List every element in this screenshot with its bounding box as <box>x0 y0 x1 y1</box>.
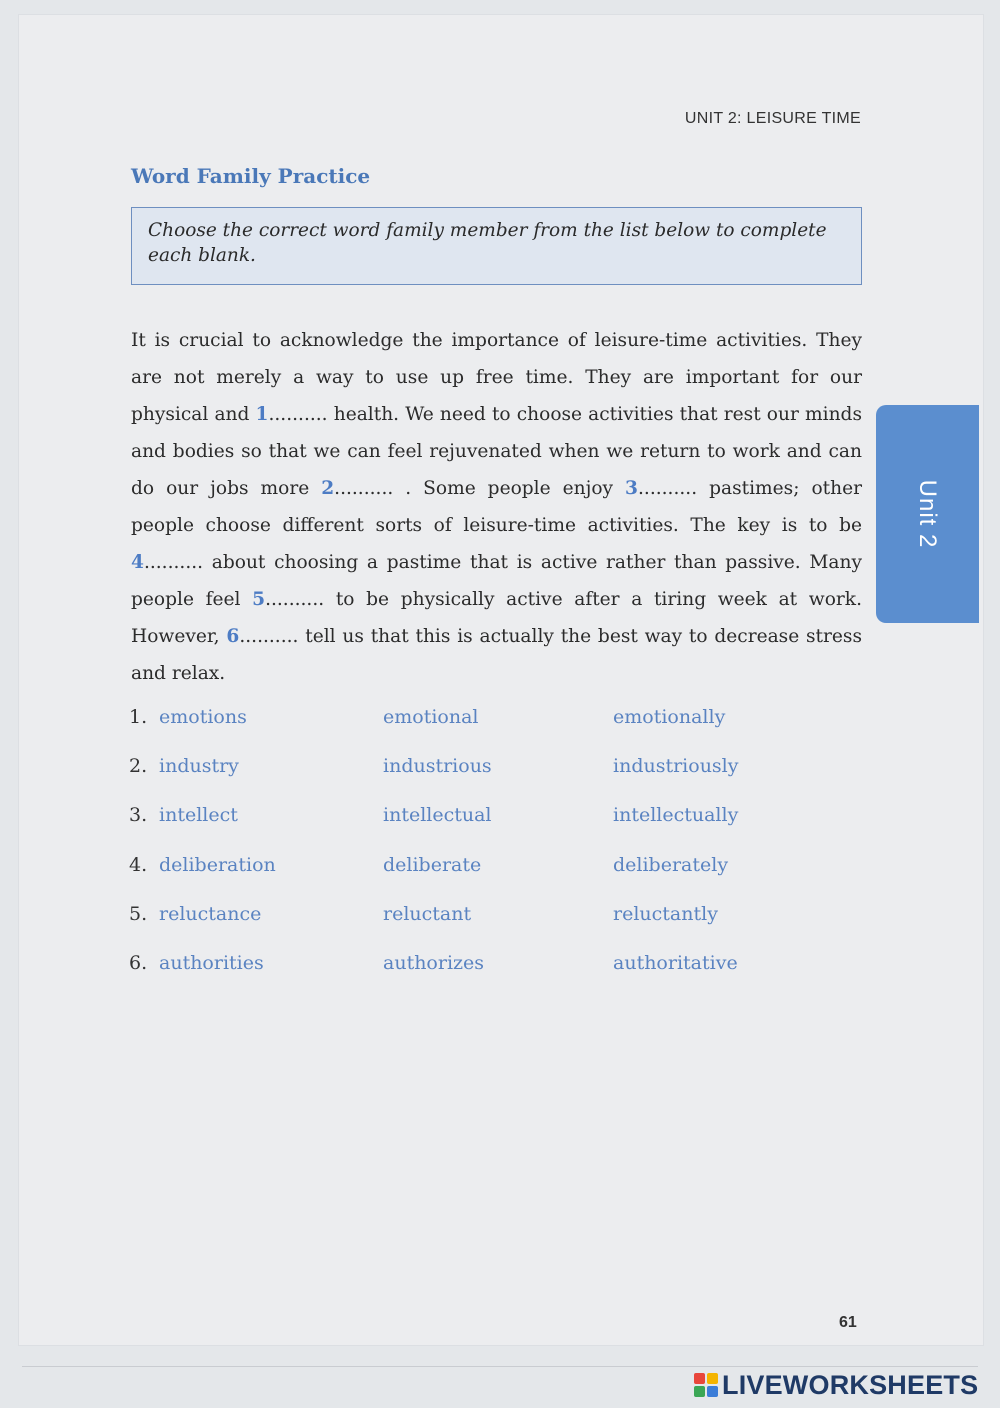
logo-square <box>694 1386 705 1397</box>
blank-number-6: 6 <box>226 626 240 647</box>
instruction-box <box>131 207 862 285</box>
option-row-3 <box>129 804 769 853</box>
blank-5[interactable]: .......... <box>265 589 325 610</box>
passage-text: pastimes; other people choose different sorts of leisure-time activities. The key is to be <box>131 478 862 536</box>
option-word[interactable]: industry <box>159 755 239 778</box>
option-word[interactable]: deliberately <box>613 853 729 876</box>
option-row-6 <box>129 952 769 1001</box>
option-word[interactable]: reluctance <box>159 902 262 925</box>
blank-4[interactable]: .......... <box>143 552 204 573</box>
blank-6[interactable]: .......... <box>239 626 299 647</box>
side-tab-label: Unit 2 <box>914 479 941 549</box>
passage-text: about choosing a pastime that is active rather than passive. Many people feel <box>131 552 862 610</box>
option-word[interactable]: authorities <box>159 951 264 974</box>
passage-text: . Some people enjoy <box>393 478 626 499</box>
blank-1[interactable]: .......... <box>268 404 328 425</box>
instruction-text: Choose the correct word family member from the list below to complete each blank. <box>148 220 827 266</box>
logo-square <box>707 1386 718 1397</box>
logo-square <box>694 1373 705 1384</box>
option-row-2 <box>129 755 769 804</box>
passage <box>131 322 862 692</box>
liveworksheets-brand <box>694 1370 978 1400</box>
option-word[interactable]: emotionally <box>613 706 726 728</box>
option-word[interactable]: intellectually <box>613 804 739 827</box>
brand-name: LIVEWORKSHEETS <box>722 1369 979 1400</box>
passage-text: to be physically active after a tiring week at work. However, <box>131 589 862 647</box>
option-number: 5. <box>129 902 148 925</box>
option-number: 2. <box>129 755 148 778</box>
option-row-5 <box>129 903 769 952</box>
blank-3[interactable]: .......... <box>638 478 698 499</box>
blank-number-3: 3 <box>625 478 638 499</box>
option-row-4 <box>129 854 769 903</box>
option-word[interactable]: authorizes <box>383 951 485 974</box>
option-word[interactable]: reluctant <box>383 902 472 925</box>
option-word[interactable]: deliberate <box>383 853 482 876</box>
blank-number-1: 1 <box>255 404 269 425</box>
blank-number-5: 5 <box>252 589 266 610</box>
logo-square <box>707 1373 718 1384</box>
option-number: 3. <box>129 804 148 827</box>
passage-text: It is crucial to acknowledge the importance of leisure-time activities. They are not merely a way to use up free time. They are important for our physical and <box>131 330 862 425</box>
option-word[interactable]: reluctantly <box>613 902 718 925</box>
option-number: 6. <box>129 951 148 974</box>
option-word[interactable]: emotional <box>383 706 479 728</box>
option-word[interactable]: industriously <box>613 755 739 778</box>
option-word[interactable]: deliberation <box>159 853 276 876</box>
blank-number-4: 4 <box>131 552 144 573</box>
section-title: Word Family Practice <box>131 164 371 188</box>
word-options-list <box>129 706 769 1001</box>
blank-number-2: 2 <box>321 478 335 499</box>
option-word[interactable]: industrious <box>383 755 492 778</box>
option-number: 1. <box>129 706 148 728</box>
running-head: UNIT 2: LEISURE TIME <box>684 110 861 127</box>
passage-text: tell us that this is actually the best way to decrease stress and relax. <box>131 626 862 684</box>
option-word[interactable]: intellectual <box>383 804 492 827</box>
passage-text: health. We need to choose activities that rest our minds and bodies so that we can feel rejuvenated when we return to work and can do our jobs more <box>131 404 862 499</box>
option-word[interactable]: authoritative <box>613 951 738 974</box>
blank-2[interactable]: .......... <box>334 478 394 499</box>
option-number: 4. <box>129 853 148 876</box>
page-number: 61 <box>839 1314 857 1331</box>
option-word[interactable]: intellect <box>159 804 238 827</box>
unit-side-tab <box>876 405 979 623</box>
liveworksheets-logo-icon <box>694 1373 718 1397</box>
footer-divider <box>22 1366 978 1367</box>
option-word[interactable]: emotions <box>159 706 247 728</box>
option-row-1 <box>129 706 769 755</box>
